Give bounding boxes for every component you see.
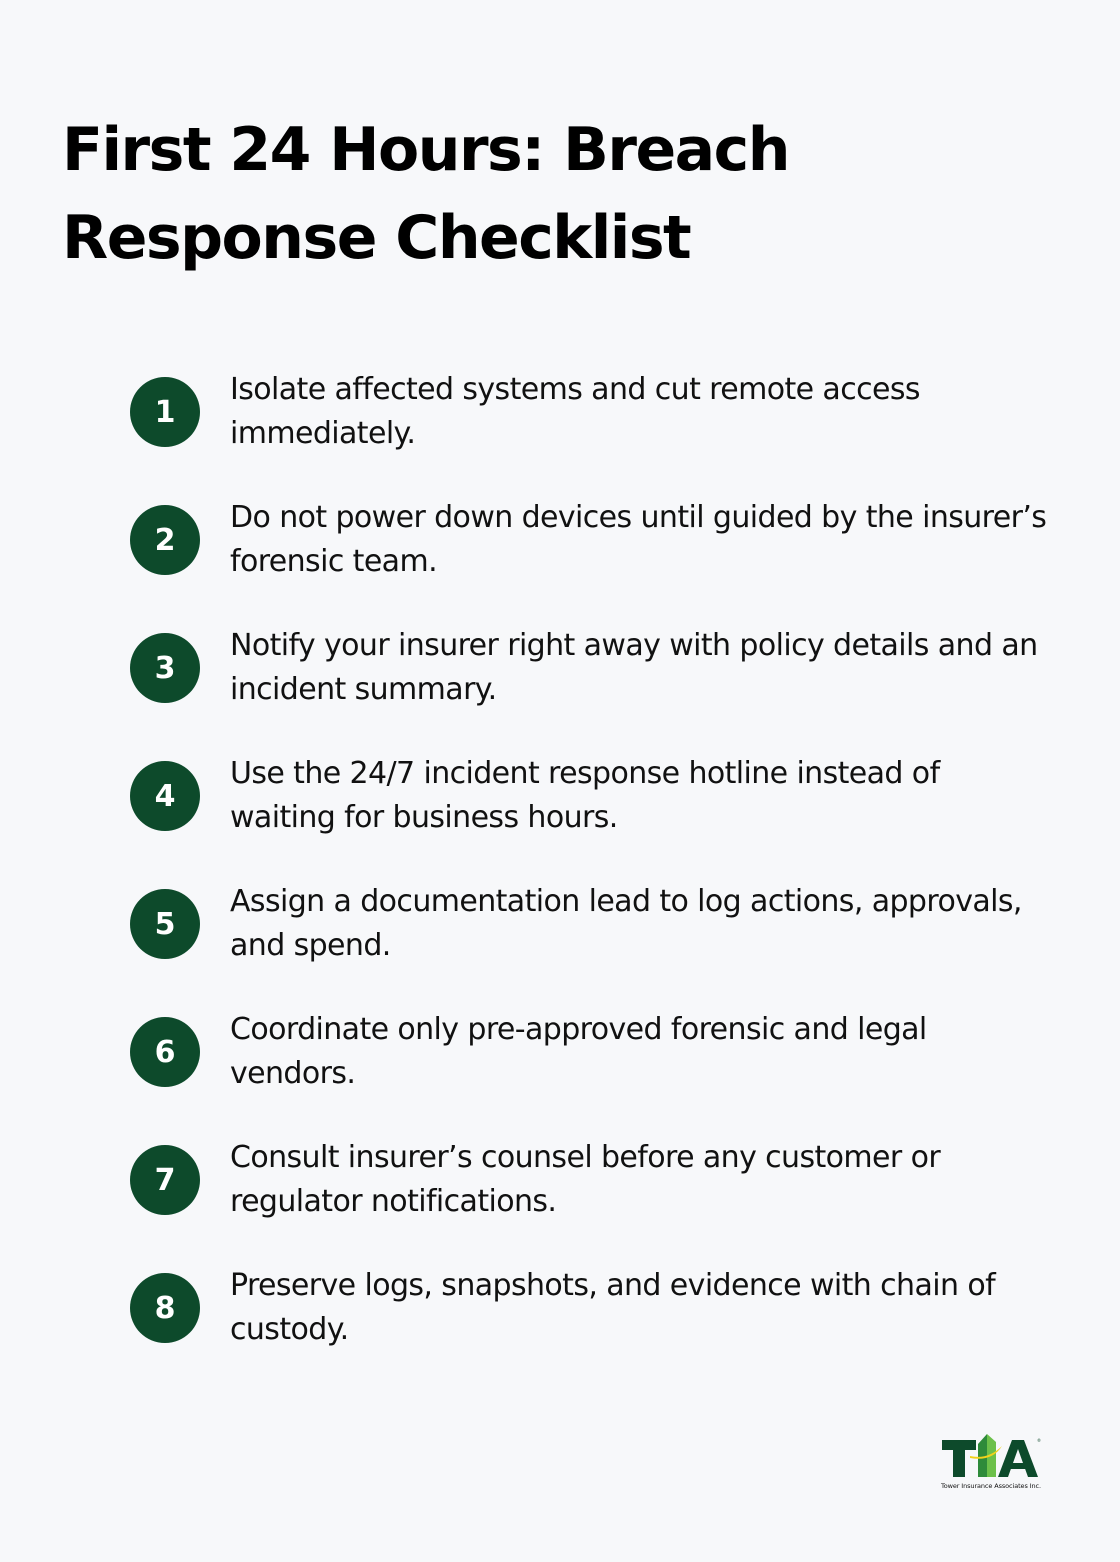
checklist [130, 368, 1060, 1392]
checklist-item [130, 368, 1060, 496]
checklist-item [130, 752, 1060, 880]
checklist-item [130, 1264, 1060, 1392]
checklist-item [130, 624, 1060, 752]
svg-text:®: ® [1037, 1438, 1041, 1443]
checklist-item-text: Coordinate only pre-approved forensic and legal vendors. [230, 1012, 927, 1091]
step-number-badge: 2 [130, 505, 200, 575]
step-number-badge: 1 [130, 377, 200, 447]
checklist-item-text: Consult insurer’s counsel before any customer or regulator notifications. [230, 1140, 941, 1219]
step-number-badge: 3 [130, 633, 200, 703]
step-number-badge: 7 [130, 1145, 200, 1215]
step-number-badge: 6 [130, 1017, 200, 1087]
step-number-badge: 5 [130, 889, 200, 959]
company-name: Tower Insurance Associates Inc. [941, 1482, 1041, 1490]
checklist-item-text: Do not power down devices until guided by the insurer’s forensic team. [230, 500, 1047, 579]
checklist-item-text: Use the 24/7 incident response hotline instead of waiting for business hours. [230, 756, 940, 835]
checklist-item [130, 496, 1060, 624]
checklist-item-text: Preserve logs, snapshots, and evidence with chain of custody. [230, 1268, 996, 1347]
company-logo [930, 1432, 1052, 1494]
checklist-item-text: Assign a documentation lead to log actions, approvals, and spend. [230, 884, 1022, 963]
step-number-badge: 8 [130, 1273, 200, 1343]
checklist-item [130, 1008, 1060, 1136]
checklist-item-text: Notify your insurer right away with policy details and an incident summary. [230, 628, 1038, 707]
page-title: First 24 Hours: Breach Response Checklist [62, 115, 789, 273]
checklist-item [130, 880, 1060, 1008]
tia-logo-mark-icon [930, 1432, 1052, 1480]
step-number-badge: 4 [130, 761, 200, 831]
checklist-item [130, 1136, 1060, 1264]
checklist-item-text: Isolate affected systems and cut remote access immediately. [230, 372, 920, 451]
